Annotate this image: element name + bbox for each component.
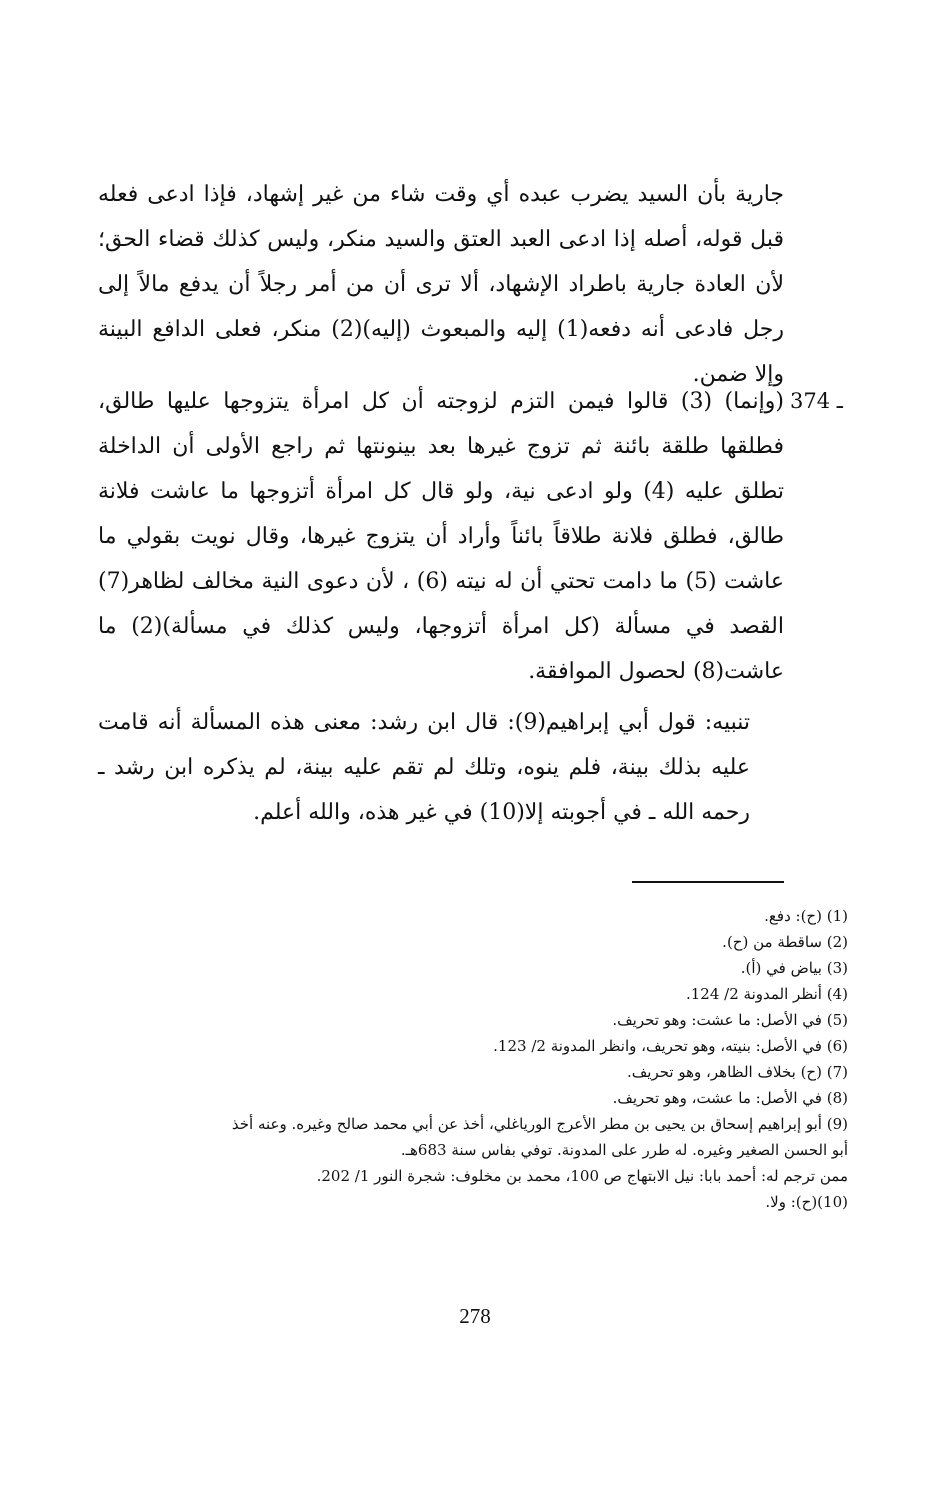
footnotes-list [120,903,848,1215]
footnote-4: (4) أنظر المدونة 2/ 124. [685,985,848,1003]
footnote-divider [632,881,784,883]
footnote-8: (8) في الأصل: ما عشت، وهو تحريف. [612,1089,848,1107]
paragraph-2-number-text: 374 ـ [790,389,843,413]
footnote-2: (2) ساقطة من (ح). [722,933,848,951]
footnote-9-references: ممن ترجم له: أحمد بابا: نيل الابتهاج ص 100، محمد بن مخلوف: شجرة النور 1/ 202. [316,1167,848,1185]
paragraph-3-notice [98,700,784,835]
footnote-3: (3) بياض في (أ). [740,959,848,977]
footnote-9: (9) أبو إبراهيم إسحاق بن يحيى بن مطر الأعرج الورياغلي، أخذ عن أبي محمد صالح وغيره. وعنه أخذ [231,1115,848,1133]
footnote-5: (5) في الأصل: ما عشت: وهو تحريف. [612,1011,848,1029]
footnote-10: (10)(ح): ولا. [765,1193,848,1211]
page-number: 278 [459,1304,491,1328]
paragraph-1: جارية بأن السيد يضرب عبده أي وقت شاء من غير إشهاد، فإذا ادعى فعله قبل قوله، أصله إذا ادعى العبد العتق والسيد منكر، وليس كذلك قضاء الحق؛ لأن العادة جارية باطراد الإشهاد، ألا ترى أن من أمر رجلاً أن يدفع مالاً إلى رجل فادعى أنه دفعه(1) إليه والمبعوث (إليه)(2) منكر، فعلى الدافع البينة وإلا ضمن. [98,182,784,387]
footnote-6: (6) في الأصل: بنيته، وهو تحريف، وانظر المدونة 2/ 123. [493,1037,848,1055]
paragraph-2: (وإنما) (3) قالوا فيمن التزم لزوجته أن كل امرأة يتزوجها عليها طالق، فطلقها طلقة بائنة ثم تزوج غيرها بعد بينونتها ثم راجع الأولى أن الداخلة تطلق عليه (4) ولو ادعى نية، ولو قال كل امرأة أتزوجها ما عاشت فلانة طالق، فطلق فلانة طلاقاً بائناً وأراد أن يتزوج غيرها، وقال نويت بقولي ما عاشت (5) ما دامت تحتي أن له نيته (6) ، لأن دعوى النية مخالف لظاهر(7) القصد في مسألة (كل امرأة أتزوجها، وليس كذلك في مسألة)(2) ما عاشت(8) لحصول الموافقة. [98,389,784,684]
footnote-9-continued: أبو الحسن الصغير وغيره. له طرر على المدونة. توفي بفاس سنة 683هـ. [400,1141,848,1159]
paragraph-2-number [790,379,843,424]
footnote-1: (1) (ح): دفع. [764,907,848,925]
paragraph-3-text: تنبيه: قول أبي إبراهيم(9): قال ابن رشد: معنى هذه المسألة أنه قامت عليه بذلك بينة، فلم ينوه، وتلك لم تقم عليه بينة، لم يذكره ابن رشد ـ رحمه الله ـ في أجوبته إلا(10) في غير هذه، والله أعلم. [98,710,750,825]
footnote-7: (7) (ح) بخلاف الظاهر، وهو تحريف. [627,1063,848,1081]
